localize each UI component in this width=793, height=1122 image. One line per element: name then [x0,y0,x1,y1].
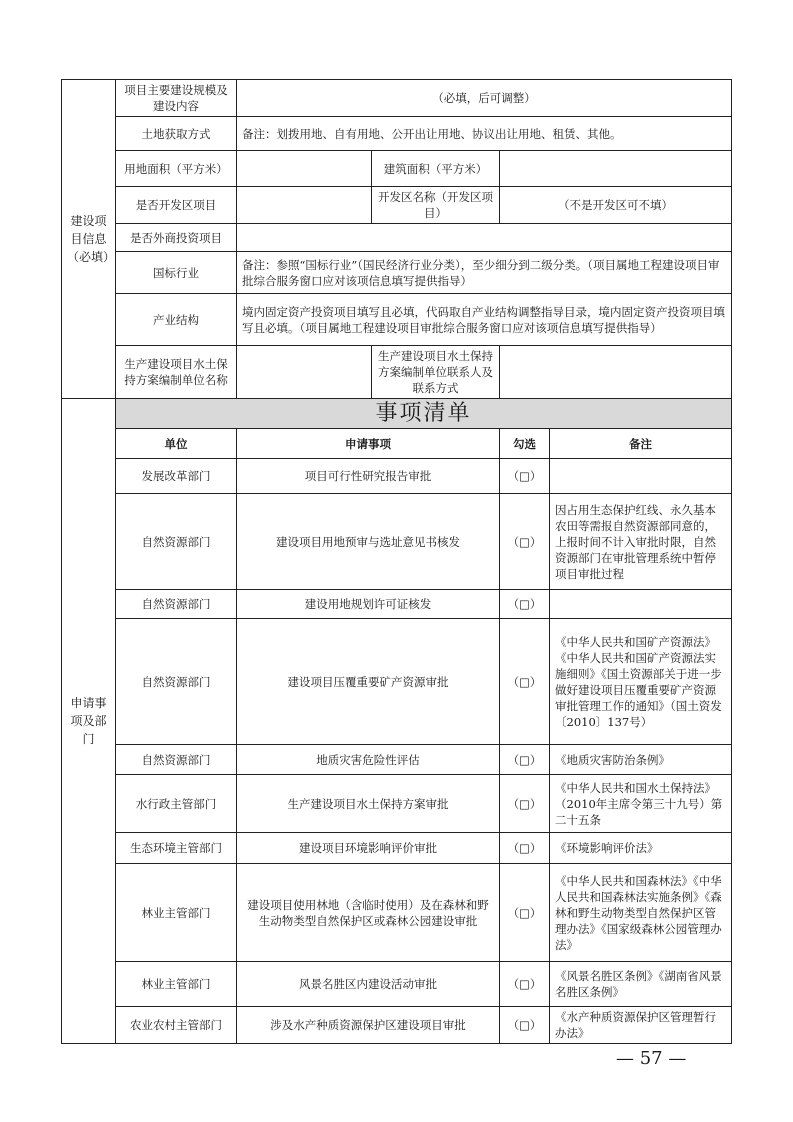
row-note: 《风景名胜区条例》《湖南省风景名胜区条例》 [550,962,732,1007]
application-form-table [61,79,732,1044]
row-unit: 水行政主管部门 [116,775,237,833]
table-row [62,775,732,833]
row-item: 项目可行性研究报告审批 [237,459,500,494]
table-row [62,619,732,745]
land-method-value[interactable]: 备注：划拨用地、自有用地、公开出让用地、协议出让用地、租赁、其他。 [237,117,732,151]
row-unit: 自然资源部门 [116,494,237,590]
soil-plan-contact-label: 生产建设项目水土保持方案编制单位联系人及联系方式 [372,346,500,399]
row-checkbox[interactable]: （□） [500,962,550,1007]
row-item: 生产建设项目水土保持方案审批 [237,775,500,833]
row-item: 建设项目使用林地（含临时使用）及在森林和野生动物类型自然保护区或森林公园建设审批 [237,864,500,962]
table-row [62,864,732,962]
foreign-investment-value[interactable] [237,224,732,252]
row-note: 《环境影响评价法》 [550,833,732,864]
row-unit: 自然资源部门 [116,619,237,745]
soil-plan-unit-label: 生产建设项目水土保持方案编制单位名称 [116,346,237,399]
matters-title: 事项清单 [116,399,732,429]
row-checkbox[interactable]: （□） [500,619,550,745]
row-note: 《中华人民共和国矿产资源法》《中华人民共和国矿产资源法实施细则》《国土资源部关于进一步做好建设项目压覆重要矿产资源审批管理工作的通知》（国土资发〔2010〕137号） [550,619,732,745]
row-unit: 发展改革部门 [116,459,237,494]
project-info-side-label: 建设项目信息（必填） [62,80,116,399]
foreign-investment-label: 是否外商投资项目 [116,224,237,252]
dev-zone-label: 是否开发区项目 [116,187,237,224]
row-checkbox[interactable]: （□） [500,494,550,590]
row-item: 建设用地规划许可证核发 [237,590,500,619]
industry-value[interactable]: 备注：参照“国标行业”（国民经济行业分类），至少细分到二级分类。（项目属地工程建设项目审批综合服务窗口应对该项信息填写提供指导） [237,252,732,294]
row-note: 因占用生态保护红线、永久基本农田等需报自然资源部同意的，上报时间不计入审批时限，自然资源部门在审批管理系统中暂停项目审批过程 [550,494,732,590]
row-checkbox[interactable]: （□） [500,1007,550,1044]
row-unit: 林业主管部门 [116,864,237,962]
dev-zone-name-value[interactable]: （不是开发区可不填） [500,187,732,224]
matters-side-label: 申请事项及部门 [62,399,116,1044]
table-row [62,494,732,590]
row-item: 风景名胜区内建设活动审批 [237,962,500,1007]
dev-zone-name-label: 开发区名称（开发区项目） [372,187,500,224]
table-row [62,590,732,619]
row-checkbox[interactable]: （□） [500,459,550,494]
table-row [62,459,732,494]
row-checkbox[interactable]: （□） [500,833,550,864]
row-unit: 自然资源部门 [116,590,237,619]
row-checkbox[interactable]: （□） [500,775,550,833]
industry-label: 国标行业 [116,252,237,294]
land-method-label: 土地获取方式 [116,117,237,151]
land-area-value[interactable] [237,151,372,187]
row-checkbox[interactable]: （□） [500,745,550,775]
scale-label: 项目主要建设规模及建设内容 [116,80,237,117]
row-unit: 农业农村主管部门 [116,1007,237,1044]
row-note: 《中华人民共和国水土保持法》（2010年主席令第三十九号）第二十五条 [550,775,732,833]
land-area-label: 用地面积（平方米） [116,151,237,187]
row-item: 涉及水产种质资源保护区建设项目审批 [237,1007,500,1044]
row-item: 建设项目用地预审与选址意见书核发 [237,494,500,590]
row-unit: 林业主管部门 [116,962,237,1007]
row-item: 建设项目压覆重要矿产资源审批 [237,619,500,745]
table-row [62,833,732,864]
row-item: 建设项目环境影响评价审批 [237,833,500,864]
dev-zone-value[interactable] [237,187,372,224]
table-row [62,962,732,1007]
table-row [62,1007,732,1044]
header-check: 勾选 [500,429,550,459]
industry-structure-label: 产业结构 [116,294,237,346]
row-note [550,459,732,494]
header-unit: 单位 [116,429,237,459]
building-area-value[interactable] [500,151,732,187]
soil-plan-unit-value[interactable] [237,346,372,399]
scale-value[interactable]: （必填，后可调整） [237,80,732,117]
row-unit: 生态环境主管部门 [116,833,237,864]
row-note: 《水产种质资源保护区管理暂行办法》 [550,1007,732,1044]
header-note: 备注 [550,429,732,459]
row-note [550,590,732,619]
row-checkbox[interactable]: （□） [500,590,550,619]
building-area-label: 建筑面积（平方米） [372,151,500,187]
row-note: 《中华人民共和国森林法》《中华人民共和国森林法实施条例》《森林和野生动物类型自然保护区管理办法》《国家级森林公园管理办法》 [550,864,732,962]
row-checkbox[interactable]: （□） [500,864,550,962]
row-note: 《地质灾害防治条例》 [550,745,732,775]
page-number: — 57 — [616,1048,687,1069]
table-row [62,745,732,775]
row-unit: 自然资源部门 [116,745,237,775]
soil-plan-contact-value[interactable] [500,346,732,399]
header-item: 申请事项 [237,429,500,459]
row-item: 地质灾害危险性评估 [237,745,500,775]
industry-structure-value[interactable]: 境内固定资产投资项目填写且必填，代码取自产业结构调整指导目录，境内固定资产投资项目填写且必填。（项目属地工程建设项目审批综合服务窗口应对该项信息填写提供指导） [237,294,732,346]
